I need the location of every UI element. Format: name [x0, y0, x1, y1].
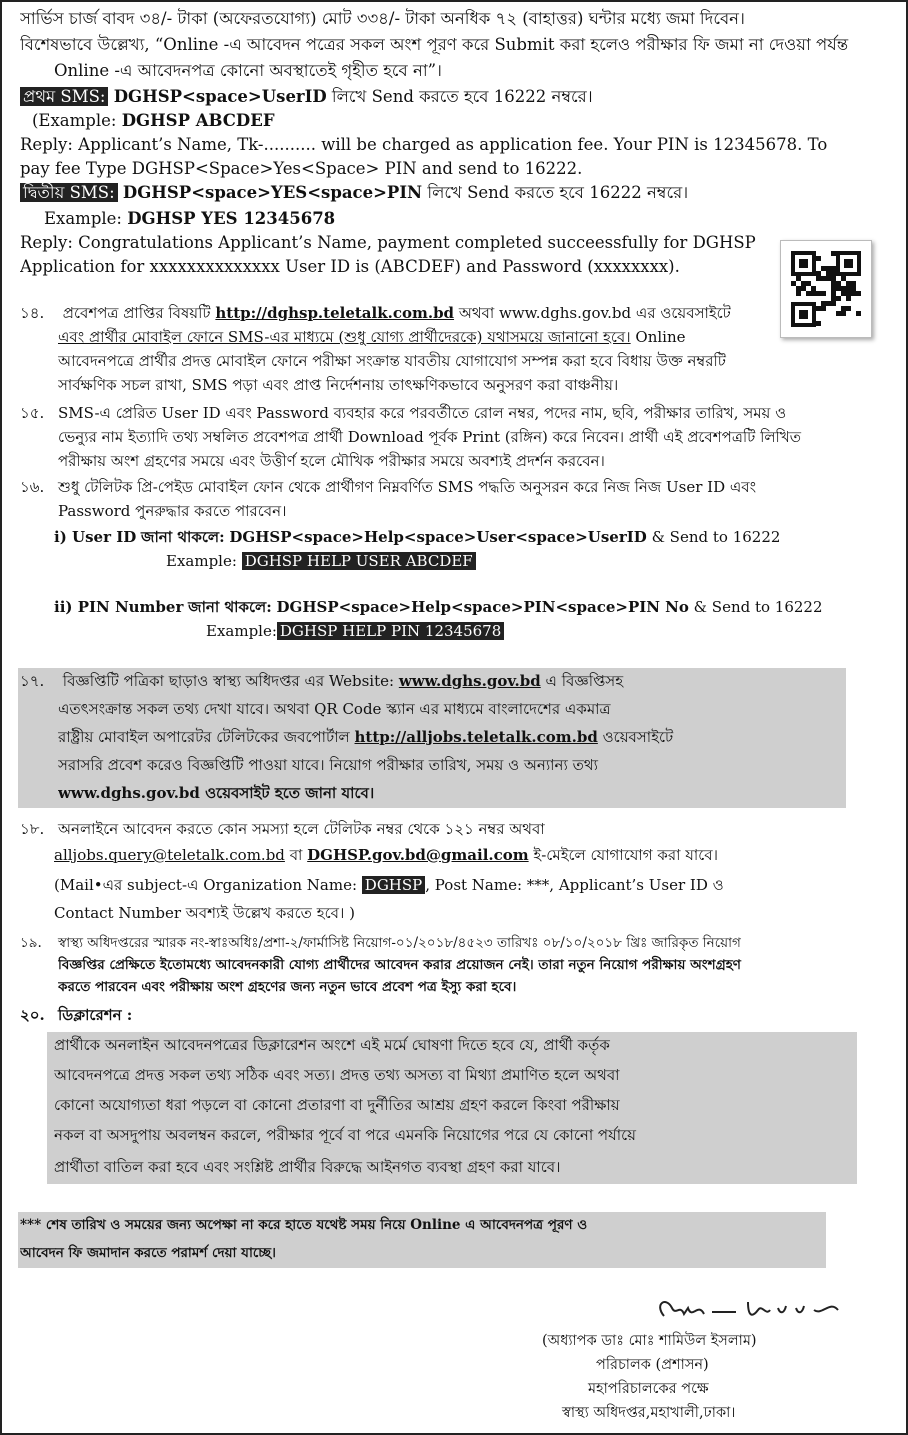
item16-ii-example-line	[206, 620, 892, 642]
item16-i-send: & Send to 16222	[651, 528, 781, 546]
item16-i-example: DGHSP HELP USER ABCDEF	[242, 552, 476, 570]
item18-line1	[20, 818, 892, 840]
item17-line1-text: বিজ্ঞপ্তিটি পত্রিকা ছাড়াও স্বাস্থ্য অধিদপ্তর এর Website:	[62, 672, 395, 690]
item20-line4: নকল বা অসদুপায় অবলম্বন করলে, পরীক্ষার পূর্বে বা পরে এমনকি নিয়োগের পরে যে কোনো পর্যায়ে	[54, 1126, 636, 1144]
item17-number: ১৭.	[20, 672, 45, 690]
signatory-on-behalf: মহাপরিচালকের পক্ষে	[588, 1381, 709, 1397]
sms2-rest: লিখে Send করতে হবে 16222 নম্বরে।	[427, 183, 689, 202]
note-line1: *** শেষ তারিখ ও সময়ের জন্য অপেক্ষা না করে হাতে যথেষ্ট সময় নিয়ে Online এ আবেদনপত্র পূরণ ও	[20, 1217, 588, 1233]
item15-line2: ভেন্যুর নাম ইত্যাদি তথ্য সম্বলিত প্রবেশপত্র প্রার্থী Download পূর্বক Print (রঙ্গিন) করে নিবেন। প্রার্থী এই প্রবেশপত্রটি লিখিত	[58, 428, 801, 446]
item17-website-link[interactable]: www.dghs.gov.bd	[398, 672, 541, 690]
item16-ii	[54, 596, 892, 618]
note-line2: আবেদন ফি জমাদান করতে পরামর্শ দেয়া যাচ্ছে।	[20, 1245, 276, 1261]
item17-line3-tail: ওয়েবসাইটে	[602, 728, 674, 746]
sms1-reply1: Reply: Applicant’s Name, Tk-.......... will be charged as application fee. Your PIN is 12345678. To	[20, 135, 828, 154]
item16-line1	[20, 476, 892, 498]
item18-line3-text: (Mail•এর subject-এ Organization Name:	[54, 876, 358, 894]
sms1-example	[32, 110, 892, 132]
item14-line3: আবেদনপত্রে প্রার্থীর প্রদত্ত মোবাইল ফোনে পরীক্ষা সংক্রান্ত যাবতীয় যোগাযোগ সম্পন্ন করা হবে বিধায় উক্ত নম্বরটি	[58, 352, 726, 370]
item16-ii-cmd: DGHSP<space>Help<space>PIN<space>PIN No	[276, 598, 689, 616]
item14-line4: সার্বক্ষণিক সচল রাখা, SMS পড়া এবং প্রাপ্ত নির্দেশনায় তাৎক্ষণিকভাবে অনুসরণ করা বাঞ্চনীয়।	[58, 376, 619, 394]
sms1-tag: প্রথম SMS:	[20, 87, 108, 106]
item18-line2-tail: ই-মেইলে যোগাযোগ করা যাবে।	[533, 846, 718, 864]
item16-ii-send: & Send to 16222	[693, 598, 823, 616]
item14-text-b: অথবা www.dghs.gov.bd এর ওয়েবসাইটে	[458, 304, 731, 322]
item14-text-a: প্রবেশপত্র প্রাপ্তির বিষয়টি	[62, 304, 211, 322]
sms1-rest: লিখে Send করতে হবে 16222 নম্বরে।	[331, 87, 593, 106]
signatory-office: স্বাস্থ্য অধিদপ্তর,মহাখালী,ঢাকা।	[562, 1405, 736, 1421]
item16-number: ১৬.	[20, 478, 45, 496]
sms1-line	[20, 86, 892, 108]
sms2-example-value: DGHSP YES 12345678	[127, 209, 336, 228]
item16-line2: Password পুনরুদ্ধার করতে পারবেন।	[58, 502, 287, 520]
item19-number: ১৯.	[20, 935, 42, 951]
item14-line1	[20, 302, 766, 324]
item18-line2	[54, 844, 892, 866]
item16-ii-label: ii) PIN Number	[54, 598, 184, 616]
qr-code-icon	[780, 240, 872, 338]
sms1-example-value: DGHSP ABCDEF	[121, 111, 275, 130]
item14-line2-text: এবং প্রার্থীর মোবাইল ফোনে SMS-এর মাধ্যমে (শুধু যোগ্য প্রার্থীদেরকে) যথাসময়ে জানানো হবে।	[58, 328, 631, 346]
item16-ii-example: DGHSP HELP PIN 12345678	[277, 622, 504, 640]
item18-line1-text: অনলাইনে আবেদন করতে কোন সমস্যা হলে টেলিটক নম্বর থেকে ১২১ নম্বর অথবা	[58, 820, 545, 838]
item16-i-example-label: Example:	[166, 552, 237, 570]
intro-line3: Online -এ আবেদনপত্র কোনো অবস্থাতেই গৃহীত হবে না”।	[54, 61, 442, 80]
sms2-reply1: Reply: Congratulations Applicant’s Name, payment completed succeessfully for DGHSP	[20, 233, 756, 252]
item19-line1	[20, 932, 892, 954]
item16-i-know: জানা থাকলে:	[141, 528, 225, 546]
item18-line3	[54, 874, 892, 896]
item15-line1-text: SMS-এ প্রেরিত User ID এবং Password ব্যবহার করে পরবর্তীতে রোল নম্বর, পদের নাম, ছবি, পরীক্ষার তারিখ, সময় ও	[58, 404, 787, 422]
signatory-name: (অধ্যাপক ডাঃ মোঃ শামিউল ইসলাম)	[542, 1333, 757, 1349]
item19-line1-text: স্বাস্থ্য অধিদপ্তরের স্মারক নং-স্বাঃঅধিঃ/প্রশা-২/ফার্মাসিষ্ট নিয়োগ-০১/২০১৮/৪৫২৩ তারিখঃ ০৮/১০/২০১৮ খ্রিঃ জারিকৃত নিয়োগ	[58, 935, 741, 951]
item16-i-example-line	[166, 550, 892, 572]
item16-ii-example-label: Example:	[206, 622, 277, 640]
item15-line3: পরীক্ষায় অংশ গ্রহণের সময়ে এবং উত্তীর্ণ হলে মৌখিক পরীক্ষার সময়ে অবশ্যই প্রদর্শন করবেন।	[58, 452, 605, 470]
item17-line3	[58, 726, 892, 748]
item17-line1-tail: এ বিজ্ঞপ্তিসহ	[545, 672, 624, 690]
item16-i-label: i) User ID	[54, 528, 137, 546]
item18-email-teletalk[interactable]: alljobs.query@teletalk.com.bd	[54, 846, 285, 864]
item17-line4: সরাসরি প্রবেশ করেও বিজ্ঞপ্তিটি পাওয়া যাবে। নিয়োগ পরীক্ষার তারিখ, সময় ও অন্যান্য তথ্য	[58, 756, 598, 774]
item18-org-name: DGHSP	[362, 876, 425, 894]
sms2-reply2: Application for xxxxxxxxxxxxxx User ID is (ABCDEF) and Password (xxxxxxxx).	[20, 257, 680, 276]
item20-heading	[20, 1004, 892, 1026]
item18-or: বা	[289, 846, 303, 864]
item16-i-cmd: DGHSP<space>Help<space>User<space>UserID	[229, 528, 647, 546]
sms2-cmd: DGHSP<space>YES<space>PIN	[122, 183, 423, 202]
sms1-cmd: DGHSP<space>UserID	[113, 87, 327, 106]
item15-number: ১৫.	[20, 404, 45, 422]
item18-email-dghsp[interactable]: DGHSP.gov.bd@gmail.com	[307, 846, 529, 864]
sms2-line	[20, 182, 892, 204]
item15-line1	[20, 402, 892, 424]
item14-line2-tail: Online	[635, 328, 686, 346]
item17-line2: এতৎসংক্রান্ত সকল তথ্য দেখা যাবে। অথবা QR Code স্ক্যান এর মাধ্যমে বাংলাদেশের একমাত্র	[58, 700, 611, 718]
item17-alljobs-link[interactable]: http://alljobs.teletalk.com.bd	[354, 728, 598, 746]
signatory-title: পরিচালক (প্রশাসন)	[596, 1357, 709, 1373]
item14-line2	[58, 326, 766, 348]
item19-line2: বিজ্ঞপ্তির প্রেক্ষিতে ইতোমধ্যে আবেদনকারী যোগ্য প্রার্থীদের আবেদন করার প্রয়োজন নেই। তারা নতুন নিয়োগ পরীক্ষায় অংশগ্রহণ	[58, 957, 741, 973]
item20-line1: প্রার্থীকে অনলাইন আবেদনপত্রের ডিক্লারেশন অংশে এই মর্মে ঘোষণা দিতে হবে যে, প্রার্থী কর্তৃক	[54, 1036, 610, 1054]
item20-title: ডিক্লারেশন :	[58, 1006, 133, 1024]
item18-line4: Contact Number অবশ্যই উল্লেখ করতে হবে। )	[54, 904, 355, 922]
item18-line3-tail: , Post Name: ***, Applicant’s User ID ও	[425, 876, 724, 894]
item18-number: ১৮.	[20, 820, 45, 838]
sms2-example	[44, 208, 892, 230]
item20-line2: আবেদনপত্রে প্রদত্ত সকল তথ্য সঠিক এবং সত্য। প্রদত্ত তথ্য অসত্য বা মিথ্যা প্রমাণিত হলে অথবা	[54, 1066, 620, 1084]
intro-line2: বিশেষভাবে উল্লেখ্য, “Online -এ আবেদন পত্রের সকল অংশ পূরণ করে Submit করা হলেও পরীক্ষার ফি জমা না দেওয়া পর্যন্ত	[20, 35, 849, 54]
item16-i	[54, 526, 892, 548]
sms1-reply2: pay fee Type DGHSP<Space>Yes<Space> PIN and send to 16222.	[20, 159, 583, 178]
item16-ii-know: জানা থাকলে:	[188, 598, 272, 616]
item14-link[interactable]: http://dghsp.teletalk.com.bd	[215, 304, 455, 322]
signature-image	[652, 1294, 872, 1334]
item17-line1	[20, 670, 892, 692]
item20-line3: কোনো অযোগ্যতা ধরা পড়লে বা কোনো প্রতারণা বা দুর্নীতির আশ্রয় গ্রহণ করলে কিংবা পরীক্ষায়	[54, 1096, 620, 1114]
item17-line3-text: রাষ্ট্রীয় মোবাইল অপারেটর টেলিটকের জবপোর্টাল	[58, 728, 350, 746]
sms2-example-label: Example:	[44, 209, 122, 228]
intro-line1: সার্ভিস চার্জ বাবদ ৩৪/- টাকা (অফেরতযোগ্য) মোট ৩৩৪/- টাকা অনধিক ৭২ (বাহাত্তর) ঘন্টার মধ্যে জমা দিবেন।	[20, 9, 745, 28]
item20-line5: প্রার্থীতা বাতিল করা হবে এবং সংশ্লিষ্ট প্রার্থীর বিরুদ্ধে আইনগত ব্যবস্থা গ্রহণ করা যাবে।	[54, 1158, 561, 1176]
item20-number: ২০.	[20, 1006, 45, 1024]
item16-line1-text: শুধু টেলিটক প্রি-পেইড মোবাইল ফোন থেকে প্রার্থীগণ নিম্নবর্ণিত SMS পদ্ধতি অনুসরন করে নিজ নিজ User ID এবং	[58, 478, 757, 496]
item19-line3: করতে পারবেন এবং পরীক্ষায় অংশ গ্রহণের জন্য নতুন ভাবে প্রবেশ পত্র ইস্যু করা হবে।	[58, 979, 517, 995]
sms1-example-label: (Example:	[32, 111, 117, 130]
sms2-tag: দ্বিতীয় SMS:	[20, 183, 118, 202]
item14-number: ১৪.	[20, 304, 45, 322]
item17-line5: www.dghs.gov.bd ওয়েবসাইট হতে জানা যাবে।	[58, 784, 375, 802]
